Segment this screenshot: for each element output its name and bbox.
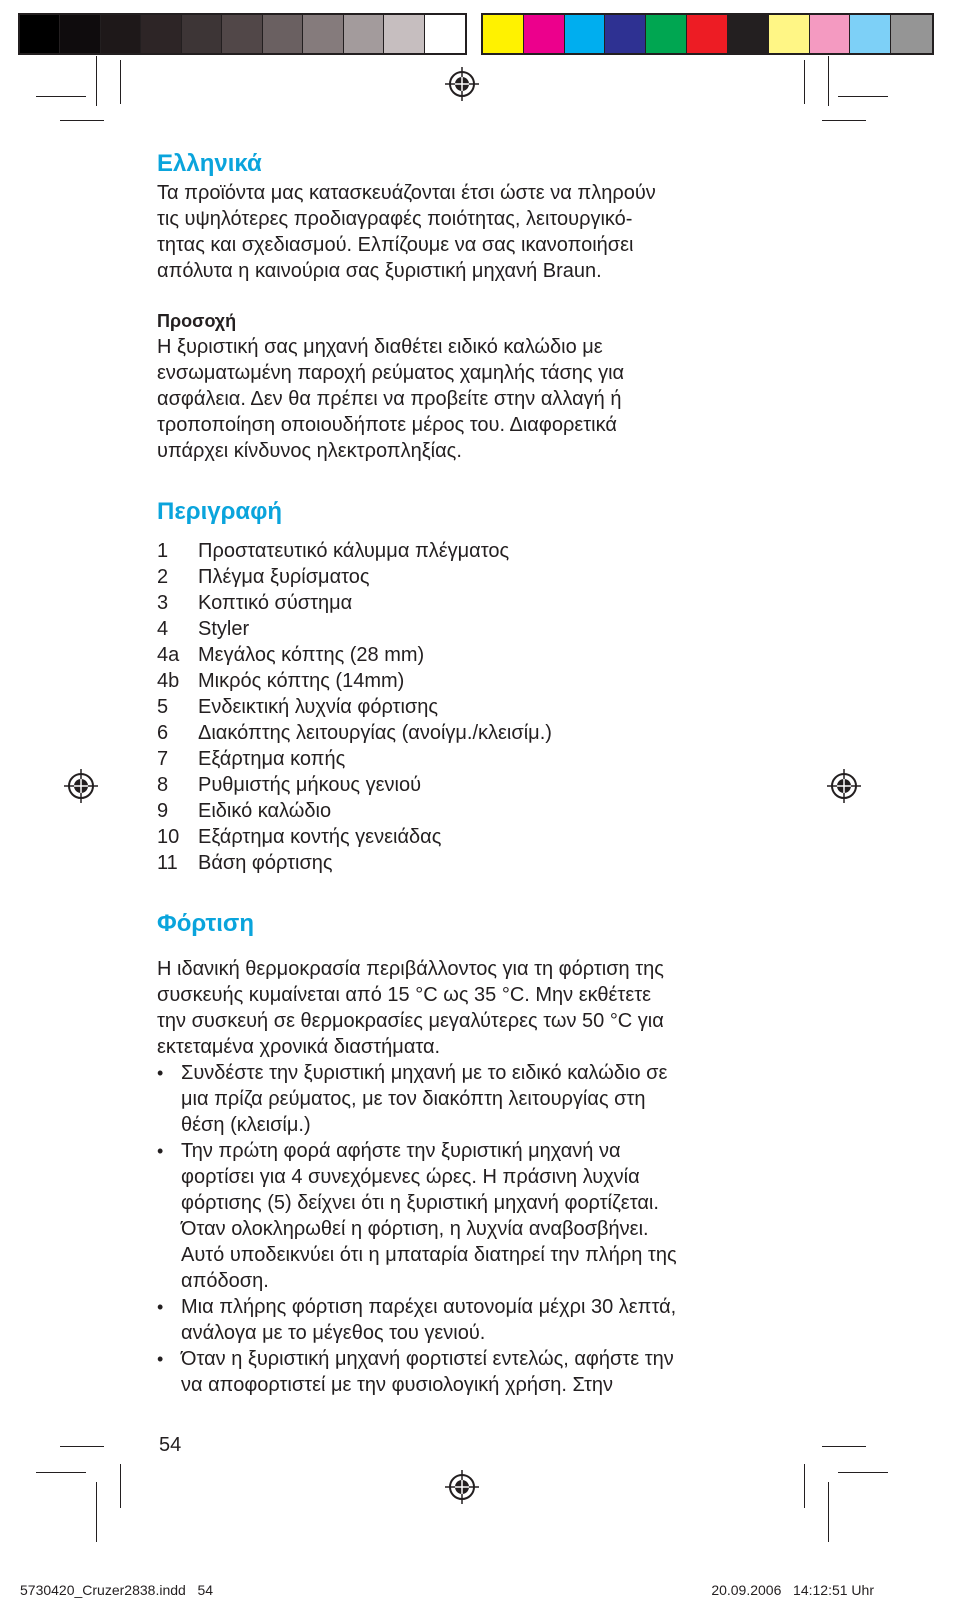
section-title-description: Περιγραφή	[157, 498, 283, 525]
list-item-number: 3	[157, 592, 169, 614]
crop-mark	[838, 96, 888, 97]
bullet-item	[157, 1138, 797, 1294]
text-line: μια πρίζα ρεύματος, με τον διακόπτη λειτουργίας στη	[181, 1088, 646, 1110]
list-item	[157, 616, 797, 642]
color-calibration-bar	[481, 13, 934, 55]
registration-mark-icon	[445, 1470, 479, 1504]
crop-mark	[838, 1472, 888, 1473]
text-line: Η ξυριστική σας μηχανή διαθέτει ειδικό καλώδιο με	[157, 336, 603, 358]
color-swatch	[384, 15, 424, 53]
list-item-number: 8	[157, 774, 169, 796]
color-swatch	[303, 15, 343, 53]
crop-mark	[96, 1482, 97, 1542]
text-line: Όταν ολοκληρωθεί η φόρτιση, η λυχνία αναβοσβήνει.	[181, 1218, 649, 1240]
text-line: τροποποίηση οποιουδήποτε μέρος του. Διαφορετικά	[157, 414, 617, 436]
slug-file-info: 5730420_Cruzer2838.indd 54	[20, 1582, 214, 1598]
list-item-text: Βάση φόρτισης	[198, 852, 333, 874]
color-swatch	[728, 15, 769, 53]
bullet-text	[181, 1346, 674, 1398]
page-number: 54	[159, 1434, 182, 1456]
crop-mark	[60, 1446, 104, 1447]
manual-page-content	[157, 148, 797, 1398]
bullet-icon: •	[157, 1141, 164, 1161]
list-item-number: 9	[157, 800, 169, 822]
text-line: Τα προϊόντα μας κατασκευάζονται έτσι ώστε να πληρούν	[157, 182, 656, 204]
text-line: την συσκευή σε θερμοκρασίες μεγαλύτερες των 50 °C για	[157, 1010, 664, 1032]
text-line: ανάλογα με το μέγεθος του γενιού.	[181, 1322, 486, 1344]
grayscale-calibration-bar	[18, 13, 467, 55]
color-swatch	[20, 15, 60, 53]
bullet-item	[157, 1060, 797, 1138]
text-line: φόρτισης (5) δείχνει ότι η ξυριστική μηχανή φορτίζεται.	[181, 1192, 659, 1214]
color-swatch	[425, 15, 465, 53]
list-item-number: 1	[157, 540, 169, 562]
list-item-text: Προστατευτικό κάλυμμα πλέγματος	[198, 540, 510, 562]
text-line: εκτεταμένα χρονικά διαστήματα.	[157, 1036, 441, 1058]
list-item-text: Εξάρτημα κοπής	[198, 748, 346, 770]
color-swatch	[101, 15, 141, 53]
list-item	[157, 798, 797, 824]
list-item-text: Διακόπτης λειτουργίας (ανοίγμ./κλεισίμ.)	[198, 722, 552, 744]
color-swatch	[769, 15, 810, 53]
bullet-text	[181, 1294, 676, 1346]
text-line: απόδοση.	[181, 1270, 269, 1292]
list-item-number: 4a	[157, 644, 180, 666]
text-line: να αποφορτιστεί με την φυσιολογική χρήση. Στην	[181, 1374, 613, 1396]
list-item	[157, 642, 797, 668]
text-line: τις υψηλότερες προδιαγραφές ποιότητας, λειτουργικό-	[157, 208, 633, 230]
crop-mark	[822, 120, 866, 121]
list-item	[157, 538, 797, 564]
color-swatch	[687, 15, 728, 53]
text-line: Συνδέστε την ξυριστική μηχανή με το ειδικό καλώδιο σε	[181, 1062, 668, 1084]
color-swatch	[141, 15, 181, 53]
list-item-text: Μικρός κόπτης (14mm)	[198, 670, 405, 692]
list-item	[157, 850, 797, 876]
color-swatch	[182, 15, 222, 53]
list-item-text: Styler	[198, 618, 250, 640]
color-swatch	[850, 15, 891, 53]
crop-mark	[828, 56, 829, 106]
color-swatch	[605, 15, 646, 53]
list-item	[157, 772, 797, 798]
bullet-icon: •	[157, 1297, 164, 1317]
crop-mark	[120, 60, 121, 104]
list-item-text: Ρυθμιστής μήκους γενιού	[198, 774, 422, 796]
caution-paragraph	[157, 334, 797, 464]
list-item	[157, 590, 797, 616]
color-swatch	[565, 15, 606, 53]
intro-paragraph	[157, 180, 797, 284]
crop-mark	[120, 1464, 121, 1508]
text-line: θέση (κλεισίμ.)	[181, 1114, 311, 1136]
list-item	[157, 668, 797, 694]
color-swatch	[483, 15, 524, 53]
text-line: Η ιδανική θερμοκρασία περιβάλλοντος για τη φόρτιση της	[157, 958, 664, 980]
color-swatch	[524, 15, 565, 53]
text-line: Όταν η ξυριστική μηχανή φορτιστεί εντελώς, αφήστε την	[181, 1348, 674, 1370]
list-item-number: 4	[157, 618, 169, 640]
text-line: συσκευής κυμαίνεται από 15 °C ως 35 °C. Μην εκθέτετε	[157, 984, 652, 1006]
list-item-number: 2	[157, 566, 169, 588]
bullet-icon: •	[157, 1063, 164, 1083]
text-line: Την πρώτη φορά αφήστε την ξυριστική μηχανή να	[181, 1140, 621, 1162]
color-swatch	[891, 15, 932, 53]
list-item-number: 5	[157, 696, 169, 718]
list-item-text: Πλέγμα ξυρίσματος	[198, 566, 370, 588]
list-item-text: Κοπτικό σύστημα	[198, 592, 353, 614]
bullet-item	[157, 1346, 797, 1398]
list-item-number: 6	[157, 722, 169, 744]
text-line: ενσωματωμένη παροχή ρεύματος χαμηλής τάσης για	[157, 362, 625, 384]
list-item-number: 11	[157, 852, 178, 874]
crop-mark	[60, 120, 104, 121]
text-line: ασφάλεια. Δεν θα πρέπει να προβείτε στην αλλαγή ή	[157, 388, 622, 410]
crop-mark	[36, 1472, 86, 1473]
charging-paragraph	[157, 956, 797, 1060]
crop-mark	[804, 60, 805, 104]
text-line: Μια πλήρης φόρτιση παρέχει αυτονομία μέχρι 30 λεπτά,	[181, 1296, 677, 1318]
list-item	[157, 720, 797, 746]
list-item-text: Εξάρτημα κοντής γενειάδας	[198, 826, 442, 848]
list-item-text: Ειδικό καλώδιο	[198, 800, 332, 822]
section-title-greek: Ελληνικά	[157, 150, 262, 177]
list-item-number: 7	[157, 748, 169, 770]
list-item-text: Μεγάλος κόπτης (28 mm)	[198, 644, 425, 666]
list-item-text: Ενδεικτική λυχνία φόρτισης	[198, 696, 439, 718]
text-line: υπάρχει κίνδυνος ηλεκτροπληξίας.	[157, 440, 462, 462]
color-swatch	[344, 15, 384, 53]
color-swatch	[646, 15, 687, 53]
crop-mark	[828, 1482, 829, 1542]
list-item	[157, 824, 797, 850]
bullet-text	[181, 1138, 677, 1294]
color-swatch	[222, 15, 262, 53]
charging-bullets	[157, 1060, 797, 1398]
crop-mark	[822, 1446, 866, 1447]
bullet-text	[181, 1060, 667, 1138]
crop-mark	[36, 96, 86, 97]
text-line: φορτίσει για 4 συνεχόμενες ώρες. Η πράσινη λυχνία	[181, 1166, 640, 1188]
list-item-number: 10	[157, 826, 180, 848]
list-item-number: 4b	[157, 670, 180, 692]
text-line: τητας και σχεδιασμού. Ελπίζουμε να σας ικανοποιήσει	[157, 234, 634, 256]
color-swatch	[810, 15, 851, 53]
crop-mark	[96, 56, 97, 106]
text-line: απόλυτα η καινούρια σας ξυριστική μηχανή Braun.	[157, 260, 602, 282]
color-swatch	[263, 15, 303, 53]
slug-date-info: 20.09.2006 14:12:51 Uhr	[711, 1582, 874, 1598]
list-item	[157, 564, 797, 590]
color-swatch	[60, 15, 100, 53]
section-title-charging: Φόρτιση	[157, 910, 254, 937]
list-item	[157, 746, 797, 772]
registration-mark-icon	[445, 67, 479, 101]
crop-mark	[804, 1464, 805, 1508]
parts-list	[157, 538, 797, 876]
list-item	[157, 694, 797, 720]
caution-heading: Προσοχή	[157, 311, 237, 331]
registration-mark-icon	[827, 769, 861, 803]
bullet-icon: •	[157, 1349, 164, 1369]
bullet-item	[157, 1294, 797, 1346]
text-line: Αυτό υποδεικνύει ότι η μπαταρία διατηρεί την πλήρη της	[181, 1244, 677, 1266]
registration-mark-icon	[64, 769, 98, 803]
